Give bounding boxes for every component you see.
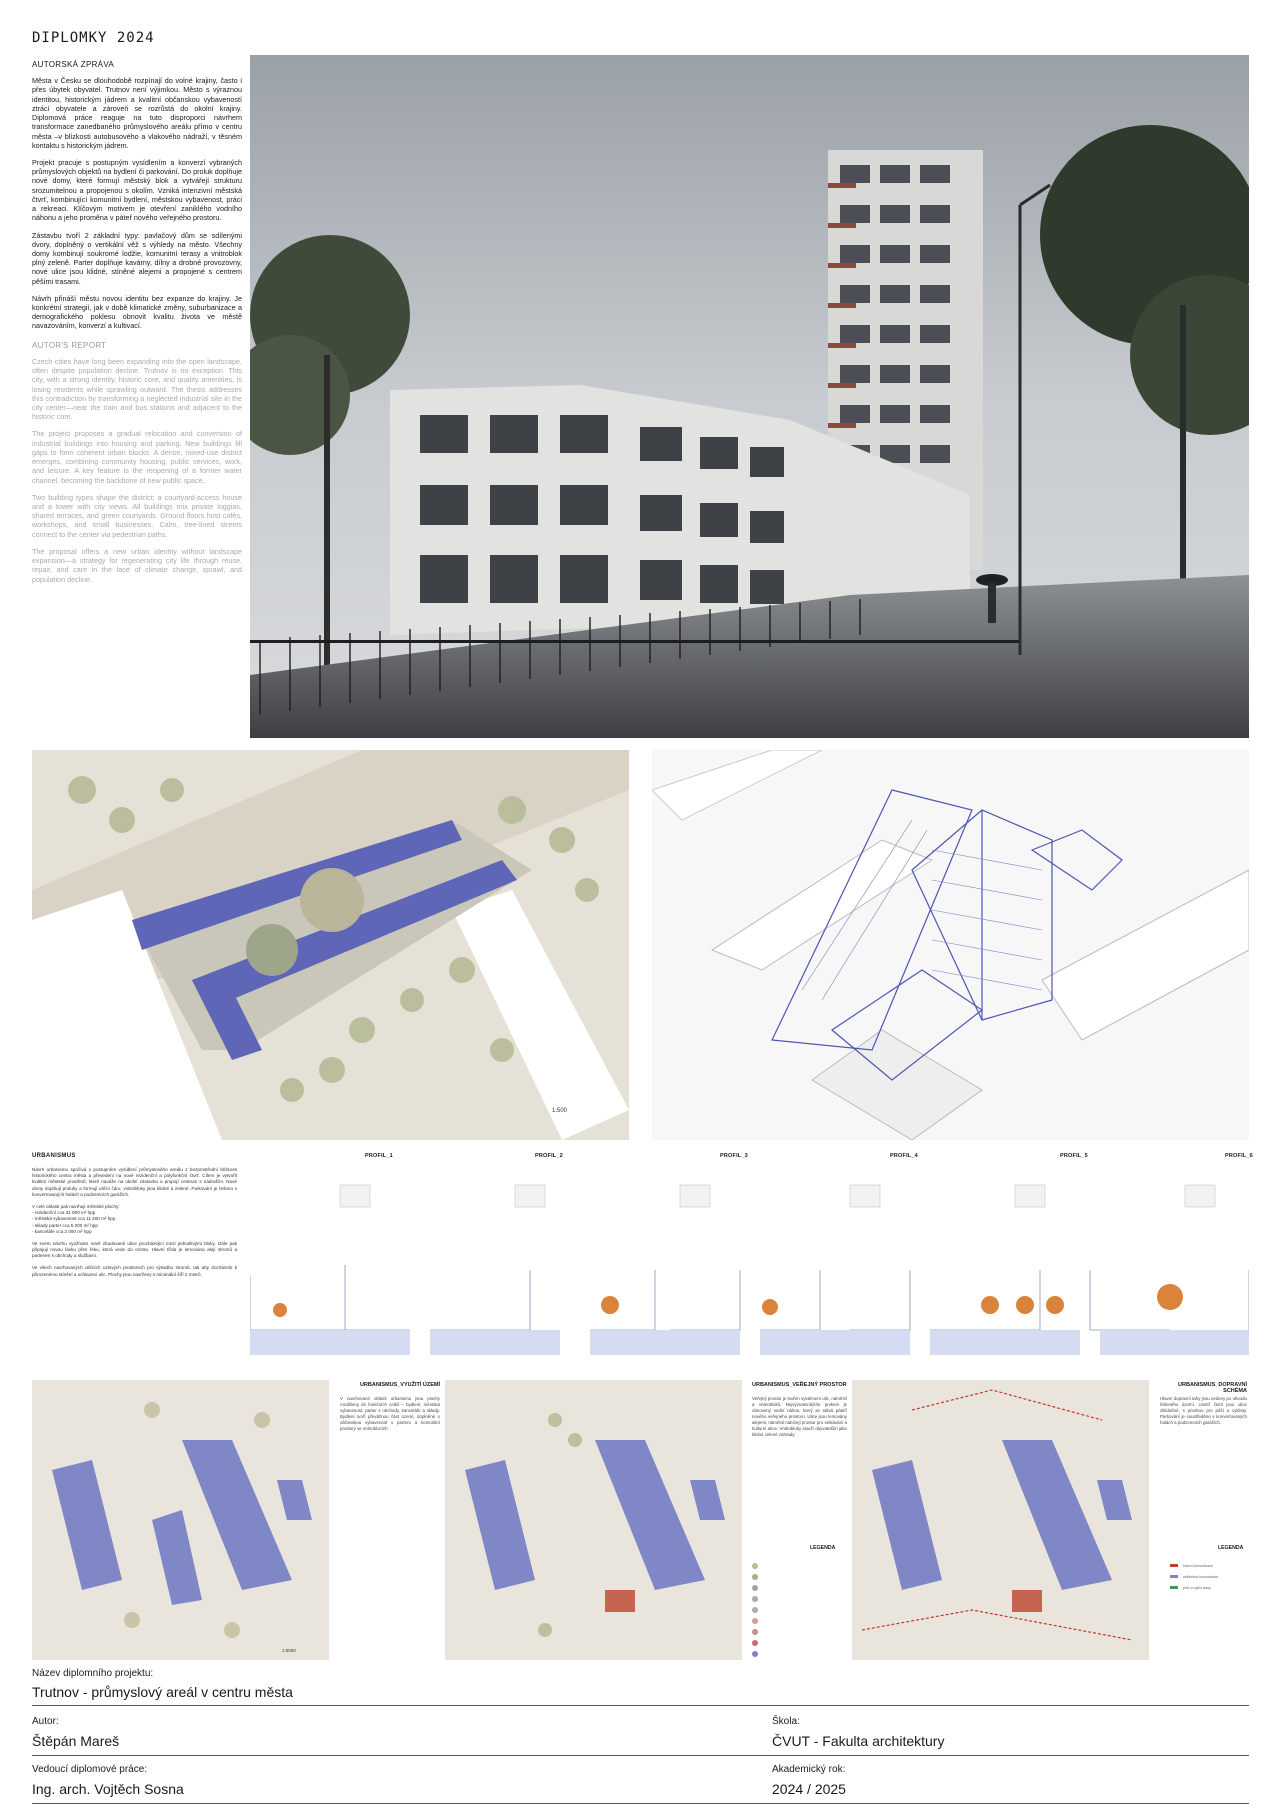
year-label: Akademický rok: — [772, 1764, 846, 1775]
public-space-plan — [445, 1380, 742, 1660]
land-use-text: V navrhované oblasti urbanismu jsou plochy rozděleny do funkčních celků – bydlení, městská vybavenost, parter s obchody, kanceláře a sklady. Bydlení tvoří převážnou část území, doplněné o občanskou vybavenost v parteru a komunitní prostory ve vnitroblocích. — [340, 1396, 440, 1431]
report-en — [32, 341, 242, 584]
profile-label: PROFIL_4 — [890, 1153, 918, 1159]
urbanism-area-item: - rezidenční cca 31 600 m² hpp — [32, 1210, 96, 1216]
urbanism-text-block — [32, 1167, 237, 1278]
report-cz — [32, 60, 242, 331]
plan-1-scale: 1:5000 — [282, 1648, 296, 1653]
public-space-title: URBANISMUS_VEŘEJNÝ PROSTOR — [752, 1382, 847, 1388]
traffic-legend-title: LEGENDA — [1218, 1545, 1244, 1551]
report-en-paragraph: The project proposes a gradual relocation and conversion of industrial buildings into housing and parking. New buildings fill gaps to form coherent urban blocks. A dense, mixed-use district emerges, combining community housing, public services, work, and leisure. A key feature is the reopening of a former water channel, becoming the backbone of new public space. — [32, 429, 242, 485]
legend-item — [752, 1560, 847, 1571]
urbanism-area-item: - kanceláře cca 3 000 m² hpp — [32, 1228, 92, 1234]
legend-item: zklidněná komunikace — [1170, 1571, 1250, 1582]
report-cz-paragraph: Projekt pracuje s postupným vysídlením a konverzí vybraných průmyslových objektů na bydlení či parkování. Do proluk doplňuje nové domy, které formují městský blok a vytvářejí strukturu srozumitelnou a propojenou s okolím. Vzniká intenzivní městská čtvrť, kombinující komunitní bydlení, městskou vybavenost, práci a rekreaci. Klíčovým motivem je otevření zaniklého vodního náhonu a jeho proměna v páteř nového veřejného prostoru. — [32, 157, 242, 223]
legend-item — [752, 1604, 847, 1615]
supervisor-name: Ing. arch. Vojtěch Sosna — [32, 1781, 184, 1797]
urbanism-area-item: - sklady parter cca 5 000 m² hpp — [32, 1222, 98, 1228]
author-label: Autor: — [32, 1716, 59, 1727]
profile-label: PROFIL_5 — [1060, 1153, 1088, 1159]
legend-item: pěší a cyklo trasy — [1170, 1582, 1250, 1593]
axonometric-view — [652, 750, 1249, 1140]
public-space-text: Veřejný prostor je tvořen systémem ulic, náměstí a vnitrobloků. Nejvýznamnějším prvkem je obnovený vodní náhon, který se stává páteří nového veřejného prostoru. Ulice jsou lemovány alejemi, náměstí nabízejí prostor pro setkávání a kulturní akce. Vnitrobloky slouží obyvatelům jako klidné zelené zahrady. — [752, 1396, 847, 1437]
report-cz-paragraph: Návrh přináší městu novou identitu bez expanze do krajiny. Je konkrétní strategií, jak v době klimatické změny, suburbanizace a demografického poklesu obnovit kvalitu života ve městě navazováním, konverzí a kultivací. — [32, 293, 242, 331]
street-render-image — [250, 55, 1249, 738]
author-name: Štěpán Mareš — [32, 1733, 120, 1749]
school-label: Škola: — [772, 1716, 800, 1727]
footer-divider — [32, 1755, 1249, 1756]
urbanism-areas-intro: V celé oblasti pak navrhuji městské plochy: — [32, 1203, 120, 1209]
traffic-scheme-plan-image — [852, 1380, 1149, 1660]
legend-item — [752, 1615, 847, 1626]
public-space-plan-image — [445, 1380, 742, 1660]
report-cz-paragraph: Zástavbu tvoří 2 základní typy: pavlačový dům se sdílenými dvory, doplněný o vertikální věž s výhledy na město. Všechny domy kombinují soukromé lodžie, komunitní terasy a vnitroblok plný zeleně. Parter doplňuje kavárny, dílny a drobné provozovny, nové ulice jsou klidné, stíněné alejemi a propojené s centrem pěšími trasami. — [32, 230, 242, 286]
profile-label: PROFIL_1 — [365, 1153, 393, 1159]
profile-label: PROFIL_3 — [720, 1153, 748, 1159]
axonometric-image — [652, 750, 1249, 1140]
legend-item — [752, 1593, 847, 1604]
school-name: ČVUT - Fakulta architektury — [772, 1733, 945, 1749]
report-en-paragraph: Czech cities have long been expanding into the open landscape, often despite population decline. Trutnov is no exception. This city, with a strong identity, historic core, and quality amenities, is losing residents while sprawling outward. The thesis addresses this contradiction by transforming a neglected industrial site in the city center—near the train and bus stations and adjacent to the historic core. — [32, 356, 242, 422]
footer-divider — [32, 1803, 1249, 1804]
profile-label: PROFIL_2 — [535, 1153, 563, 1159]
urbanism-text-2: Ve svém návrhu využívám nově zbudované ulice procházející mezi jednotlivými bloky. Dále pak připojuji novou lávku přes řeku, která vede do centra. Hlavní třída je lemována alejí stromů a parterem s obchody a službami. — [32, 1240, 237, 1259]
traffic-legend — [1170, 1560, 1250, 1593]
report-en-heading: AUTOR'S REPORT — [32, 340, 107, 350]
profile-label: PROFIL_6 — [1225, 1153, 1253, 1159]
urbanism-text-3: Ve všech navrhovaných uličních uzlových prostorech pro výsadbu stromů, tak aby docházelo k přirozenému stínění a ochlazení ulic. Plochy jsou navrženy s minimální šíří 2 metrů. — [32, 1265, 237, 1277]
urbanism-text: Návrh urbanismu spočívá v postupném vysídlení průmyslového areálu z bezprostřední blízkosti historického centra města a převedení na nové rezidenční a polyfunkční čtvrť. Cílem je vytvořit kvalitní městské prostředí, které naváže na okolní zástavbu a propojí centrum s nádražím. Nové domy doplňují proluky a formují uliční čáru, vnitrobloky jsou klidné a zelené. Parkování je řešeno v konvertovaných halách a podzemních garážích. — [32, 1167, 237, 1197]
legend-item: hlavní komunikace — [1170, 1560, 1250, 1571]
legend-item — [752, 1637, 847, 1648]
street-profiles — [250, 1150, 1253, 1360]
legend-item — [752, 1571, 847, 1582]
supervisor-label: Vedoucí diplomové práce: — [32, 1764, 148, 1775]
report-cz-heading: AUTORSKÁ ZPRÁVA — [32, 60, 114, 69]
land-use-title: URBANISMUS_VYUŽITÍ ÚZEMÍ — [359, 1382, 440, 1388]
report-cz-paragraph: Města v Česku se dlouhodobě rozpínají do volné krajiny, často i přes úbytek obyvatel. Trutnov není výjimkou. Město s výraznou identitou, historickým jádrem a kvalitní občanskou vybaveností ztrácí obyvatele a zároveň se rozrůstá do okolní krajiny. Diplomová práce reaguje na tuto disproporci návrhem transformace zanedbaného průmyslového areálu přímo v centru města –v blízkosti autobusového a vlakového nádraží, v těsném kontaktu s historickým jádrem. — [32, 76, 242, 150]
urbanism-title: URBANISMUS — [32, 1153, 76, 1159]
site-plan — [32, 750, 629, 1140]
project-label: Název diplomního projektu: — [32, 1668, 154, 1679]
traffic-scheme-text: Hlavní dopravní tahy jsou vedeny po obvodu řešeného území. Uvnitř čtvrti jsou ulice zklidněné, s prioritou pro pěší a cyklisty. Parkování je soustředěno v konvertovaných halách a podzemních garážích. — [1160, 1396, 1247, 1425]
report-en-paragraph: The proposal offers a new urban identity without landscape expansion—a strategy for regenerating city life through reuse, repair, and care in the face of climate change, sprawl, and population decline. — [32, 546, 242, 584]
legend-item — [752, 1582, 847, 1593]
urbanism-area-item: - městská vybavenost cca 11 200 m² hpp — [32, 1216, 116, 1222]
legend-item — [752, 1648, 847, 1659]
site-plan-scale: 1:500 — [552, 1108, 568, 1114]
site-plan-image — [32, 750, 629, 1140]
land-use-plan — [32, 1380, 329, 1660]
profiles-drawing — [250, 1165, 1249, 1360]
report-en-paragraph: Two building types shape the district: a courtyard-access house and a tower with city views. All buildings mix private loggias, shared terraces, and green courtyards. Ground floors host cafés, workshops, and small businesses. Calm, tree-lined streets connect to the center via pedestrian paths. — [32, 492, 242, 539]
report-column — [32, 60, 242, 592]
public-space-legend — [752, 1560, 847, 1659]
page-title: DIPLOMKY 2024 — [32, 30, 155, 46]
public-space-legend-title: LEGENDA — [810, 1545, 836, 1551]
footer-divider — [32, 1705, 1249, 1706]
traffic-scheme-title: URBANISMUS_DOPRAVNÍ SCHÉMA — [1178, 1382, 1247, 1394]
project-name: Trutnov - průmyslový areál v centru města — [32, 1684, 293, 1700]
traffic-scheme-plan — [852, 1380, 1149, 1660]
legend-item — [752, 1626, 847, 1637]
hero-render — [250, 55, 1249, 738]
academic-year: 2024 / 2025 — [772, 1781, 846, 1797]
land-use-plan-image — [32, 1380, 329, 1660]
